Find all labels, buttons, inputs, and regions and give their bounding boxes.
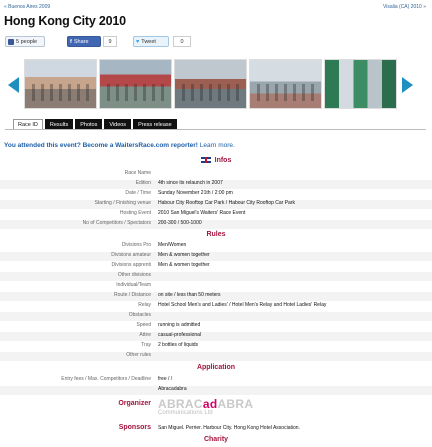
row-value: Men & women together xyxy=(158,262,210,268)
application-row xyxy=(0,376,432,385)
logo-part: ABRAC xyxy=(158,397,203,411)
row-value: Hotel School Men's and Ladies' / Hotel Men's Relay and Hotel Ladies' Relay xyxy=(158,302,327,308)
tab-divider xyxy=(5,129,426,130)
row-value: Sunday November 21th / 2:00 pm xyxy=(158,190,233,196)
gallery-photo[interactable] xyxy=(174,59,247,109)
rules-row xyxy=(0,292,432,301)
facebook-share-count: 9 xyxy=(103,36,117,47)
learn-more-link[interactable]: Learn more. xyxy=(199,142,235,149)
rules-row xyxy=(0,242,432,251)
charity-heading: Charity xyxy=(203,436,229,443)
rules-row xyxy=(0,252,432,261)
previous-race-link[interactable]: « Buenos Aires 2009 xyxy=(4,4,51,10)
tab-results[interactable]: Results xyxy=(45,119,73,130)
rules-heading: Rules xyxy=(206,231,226,238)
social-bar xyxy=(5,36,205,48)
row-label: Race Name xyxy=(124,170,151,176)
row-label: Divisions Pro xyxy=(121,242,151,248)
row-value: on site / less than 50 meters xyxy=(158,292,221,298)
organizer-logo xyxy=(158,398,268,416)
reporter-invite xyxy=(4,142,235,149)
row-value: free / / xyxy=(158,376,173,382)
row-value: Habour City Rooftop Car Park / Habour City Rooftop Car Park xyxy=(158,200,295,206)
facebook-like-count: 5 people xyxy=(16,38,38,45)
row-value: running is admitted xyxy=(158,322,201,328)
sponsors-value: San Miguel. Perrier. Harbour City. Hong Kong Hotel Association. xyxy=(158,425,300,431)
row-label: Other divisions xyxy=(117,272,151,278)
row-label: Divisions apprenti xyxy=(111,262,151,268)
row-label: Starting / Finishing venue xyxy=(94,200,151,206)
logo-part: ABRA xyxy=(217,397,254,411)
next-race-link[interactable]: Visalia (CA) 2010 » xyxy=(383,4,426,10)
row-label: Obstacles xyxy=(128,312,151,318)
row-value: 2 bottles of liquids xyxy=(158,342,199,348)
rules-row xyxy=(0,342,432,351)
reporter-invite-text: You attended this event? Become a WaitersRace.com reporter! xyxy=(4,142,198,149)
row-value: Men & women together xyxy=(158,252,210,258)
tab-press-release[interactable]: Press release xyxy=(133,119,177,130)
organizer-name-row xyxy=(0,386,432,395)
row-value: 4th since its relaunch in 2007 xyxy=(158,180,223,186)
gallery-photo[interactable] xyxy=(249,59,322,109)
organizer-label: Organizer xyxy=(118,400,151,407)
row-label: Route / Distance xyxy=(114,292,151,298)
row-value: Men/Women xyxy=(158,242,187,248)
tweet-label: Tweet xyxy=(141,38,156,45)
twitter-bird-icon: ♥ xyxy=(136,38,140,45)
row-label: Tray xyxy=(141,342,151,348)
page-title: Hong Kong City 2010 xyxy=(4,14,126,28)
facebook-icon: f xyxy=(70,38,72,45)
rules-row xyxy=(0,262,432,271)
race-navigation xyxy=(4,4,426,12)
sponsors-label: Sponsors xyxy=(118,424,151,431)
infos-heading xyxy=(0,157,432,164)
info-row xyxy=(0,220,432,229)
gallery-photo[interactable] xyxy=(324,59,397,109)
organizer-logo-subtitle: Communications Ltd xyxy=(158,410,213,416)
gallery-photo[interactable] xyxy=(24,59,97,109)
tab-videos[interactable]: Videos xyxy=(104,119,131,130)
row-label: Divisions amateur xyxy=(111,252,151,258)
organizer-name: Abracadabra xyxy=(158,386,187,392)
row-value: casual-professional xyxy=(158,332,202,338)
rules-row xyxy=(0,312,432,321)
arrow-left-icon[interactable] xyxy=(8,77,19,93)
thumbs-up-icon xyxy=(8,39,14,45)
arrow-right-icon[interactable] xyxy=(402,77,413,93)
logo-part-accent: ad xyxy=(202,397,218,411)
row-value: 2010 San Miguel's Waiters' Race Event xyxy=(158,210,246,216)
row-label: Attire xyxy=(139,332,151,338)
rules-row xyxy=(0,282,432,291)
row-label: Entry fees / Max. Competitors / Deadline xyxy=(61,376,151,382)
row-label: Edition xyxy=(135,180,151,186)
row-label: Speed xyxy=(136,322,151,328)
info-row xyxy=(0,190,432,199)
rules-row xyxy=(0,302,432,311)
info-row xyxy=(0,170,432,179)
facebook-like-button[interactable] xyxy=(5,36,45,47)
facebook-share-label: Share xyxy=(73,38,89,45)
info-row xyxy=(0,200,432,209)
rules-row xyxy=(0,272,432,281)
row-label: Other rules xyxy=(126,352,151,358)
row-label: No of Competitors / Spectators xyxy=(82,220,151,226)
rules-row xyxy=(0,332,432,341)
tab-photos[interactable]: Photos xyxy=(75,119,102,130)
info-row xyxy=(0,180,432,189)
rules-row xyxy=(0,352,432,361)
application-heading: Application xyxy=(196,364,236,371)
organizer-logo-wordmark xyxy=(158,398,268,410)
facebook-share-button[interactable] xyxy=(67,36,101,47)
gallery-photo[interactable] xyxy=(99,59,172,109)
row-value: 200-300 / 500-1000 xyxy=(158,220,202,226)
row-label: Date / Time xyxy=(125,190,151,196)
tweet-count: 0 xyxy=(173,36,191,47)
tab-race-id[interactable]: Race ID xyxy=(13,119,43,130)
row-label: Hosting Event xyxy=(119,210,151,216)
uk-flag-icon xyxy=(201,157,211,163)
row-label: Relay xyxy=(138,302,151,308)
rules-row xyxy=(0,322,432,331)
photo-gallery xyxy=(0,59,432,111)
tweet-button[interactable] xyxy=(133,36,169,47)
info-row xyxy=(0,210,432,219)
row-label: Individual/Team xyxy=(116,282,151,288)
infos-heading-label: Infos xyxy=(214,157,232,164)
